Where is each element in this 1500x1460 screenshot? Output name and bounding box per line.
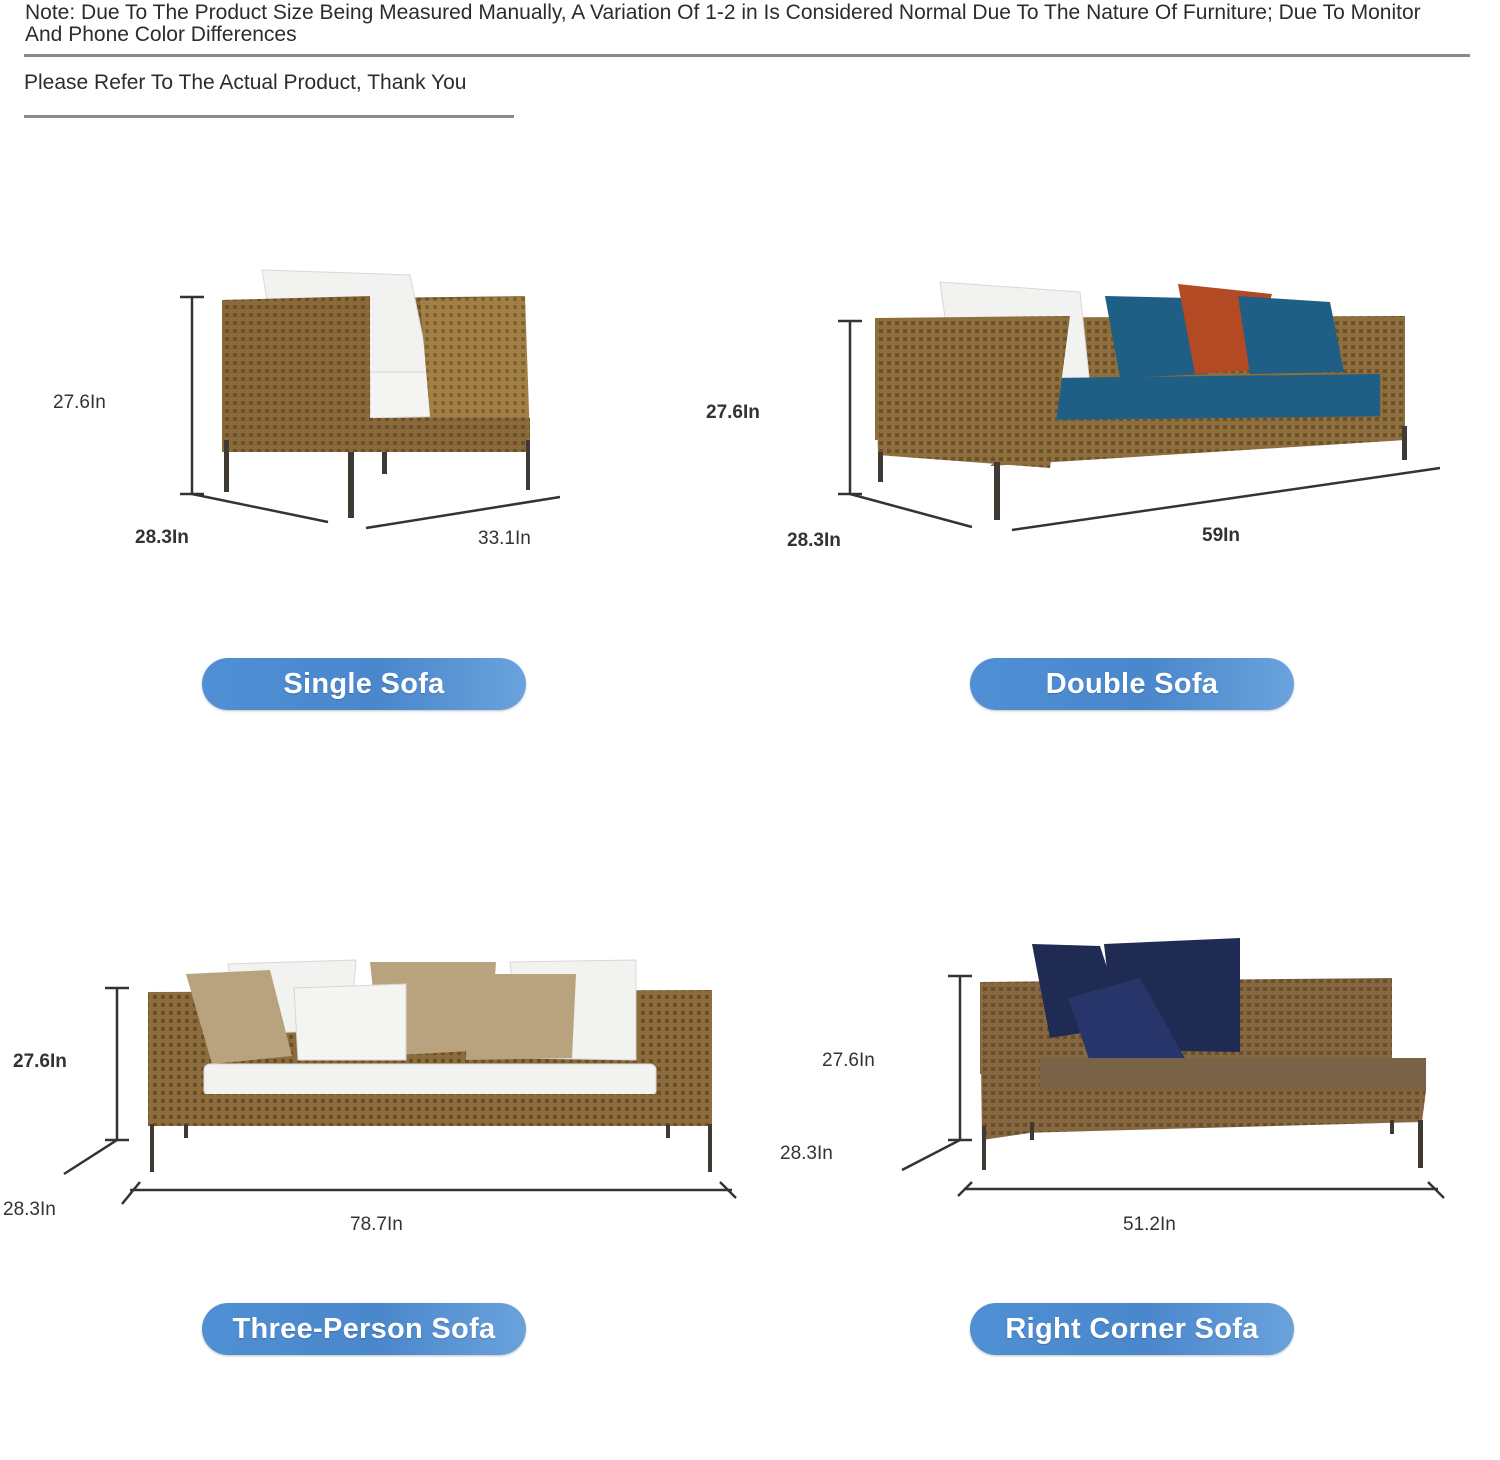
height-label: 27.6In xyxy=(822,1050,875,1071)
refer-notice: Please Refer To The Actual Product, Thank You xyxy=(24,71,467,94)
product-name-pill: Three-Person Sofa xyxy=(202,1303,526,1355)
product-name-pill: Right Corner Sofa xyxy=(970,1303,1294,1355)
height-label: 27.6In xyxy=(13,1051,67,1072)
disclaimer-note: Note: Due To The Product Size Being Measured Manually, A Variation Of 1-2 in Is Considered Normal Due To The Nature Of Furniture; Due To Monitor And Phone Color Differences xyxy=(25,1,1421,46)
depth-label: 28.3In xyxy=(135,527,189,548)
product-name-pill: Single Sofa xyxy=(202,658,526,710)
double-sofa-illustration xyxy=(750,0,1500,730)
product-right-corner-sofa xyxy=(750,730,1500,1460)
depth-label: 28.3In xyxy=(787,530,841,551)
single-sofa-illustration xyxy=(0,0,750,730)
depth-label: 28.3In xyxy=(780,1143,833,1164)
width-label: 51.2In xyxy=(1123,1214,1176,1235)
height-label: 27.6In xyxy=(53,392,106,413)
product-name-pill: Double Sofa xyxy=(970,658,1294,710)
product-three-person-sofa xyxy=(0,730,750,1460)
depth-label: 28.3In xyxy=(3,1199,56,1220)
product-single-sofa xyxy=(0,0,750,730)
height-label: 27.6In xyxy=(706,402,760,423)
width-label: 59In xyxy=(1202,525,1241,546)
width-label: 33.1In xyxy=(478,528,531,549)
width-label: 78.7In xyxy=(350,1214,403,1235)
